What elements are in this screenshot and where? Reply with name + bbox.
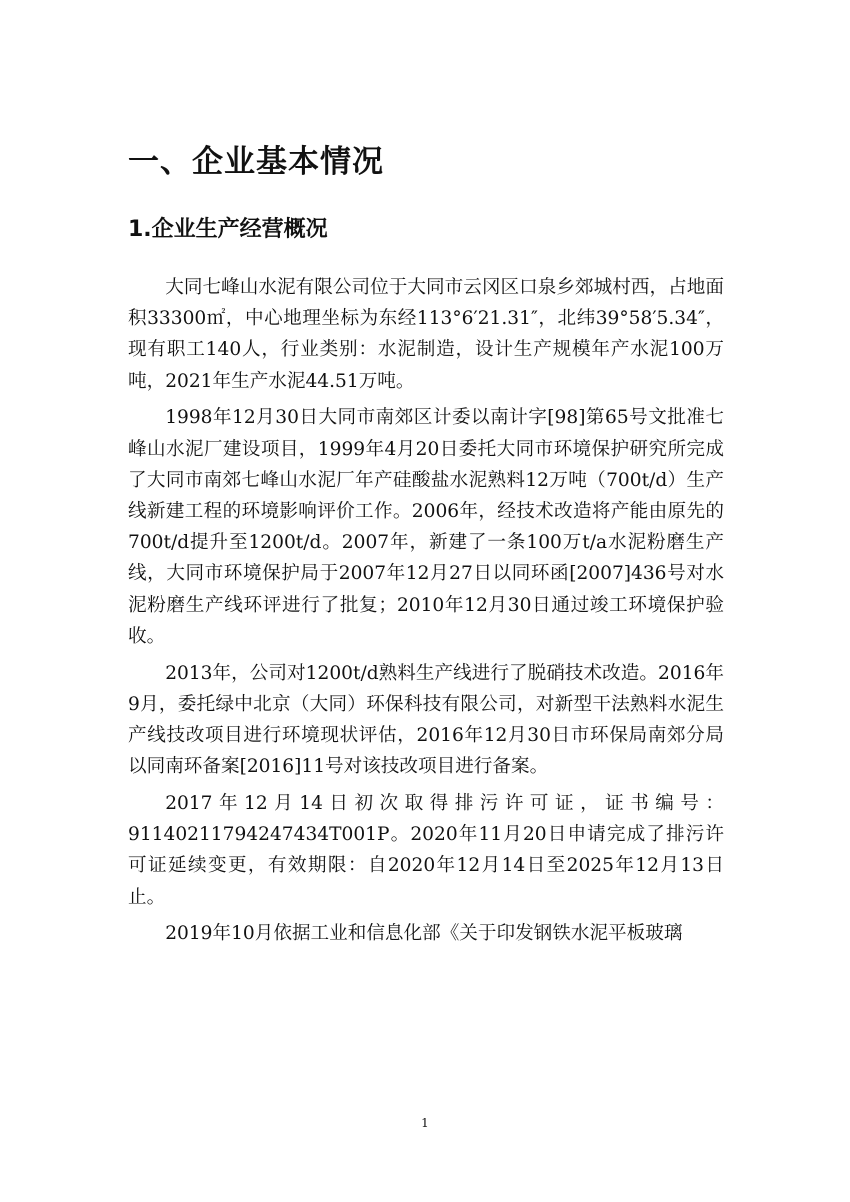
paragraph: 大同七峰山水泥有限公司位于大同市云冈区口泉乡郊城村西，占地面积33300㎡，中心地理坐标为东经113°6′21.31″，北纬39°58′5.34″，现有职工140人，行业类别：水泥制造，设计生产规模年产水泥100万吨，2021年生产水泥44.51万吨。	[128, 277, 724, 392]
paragraph: 2013年，公司对1200t/d熟料生产线进行了脱硝技术改造。2016年9月，委托绿中北京（大同）环保科技有限公司，对新型干法熟料水泥生产线技改项目进行环境现状评估，2016年12月30日市环保局南郊分局以同南环备案[2016]11号对该技改项目进行备案。	[128, 662, 724, 778]
paragraph: 2019年10月依据工业和信息化部《关于印发钢铁水泥平板玻璃	[165, 923, 683, 945]
page-title: 一、企业基本情况	[128, 144, 384, 180]
paragraph: 1998年12月30日大同市南郊区计委以南计字[98]第65号文批准七峰山水泥厂建设项目，1999年4月20日委托大同市环境保护研究所完成了大同市南郊七峰山水泥厂年产硅酸盐水泥熟料12万吨（700t/d）生产线新建工程的环境影响评价工作。2006年，经技术改造将产能由原先的700t/d提升至1200t/d。2007年，新建了一条100万t/a水泥粉磨生产线，大同市环境保护局于2007年12月27日以同环函[2007]436号对水泥粉磨生产线环评进行了批复；2010年12月30日通过竣工环境保护验收。	[128, 407, 724, 647]
page-number: 1	[421, 1116, 429, 1130]
section-heading: 1.企业生产经营概况	[128, 217, 328, 242]
paragraph: 2017年12月14日初次取得排污许可证，证书编号：91140211794247434T001P。2020年11月20日申请完成了排污许可证延续变更，有效期限：自2020年12月14日至2025年12月13日止。	[128, 793, 724, 908]
document-body	[128, 272, 724, 955]
